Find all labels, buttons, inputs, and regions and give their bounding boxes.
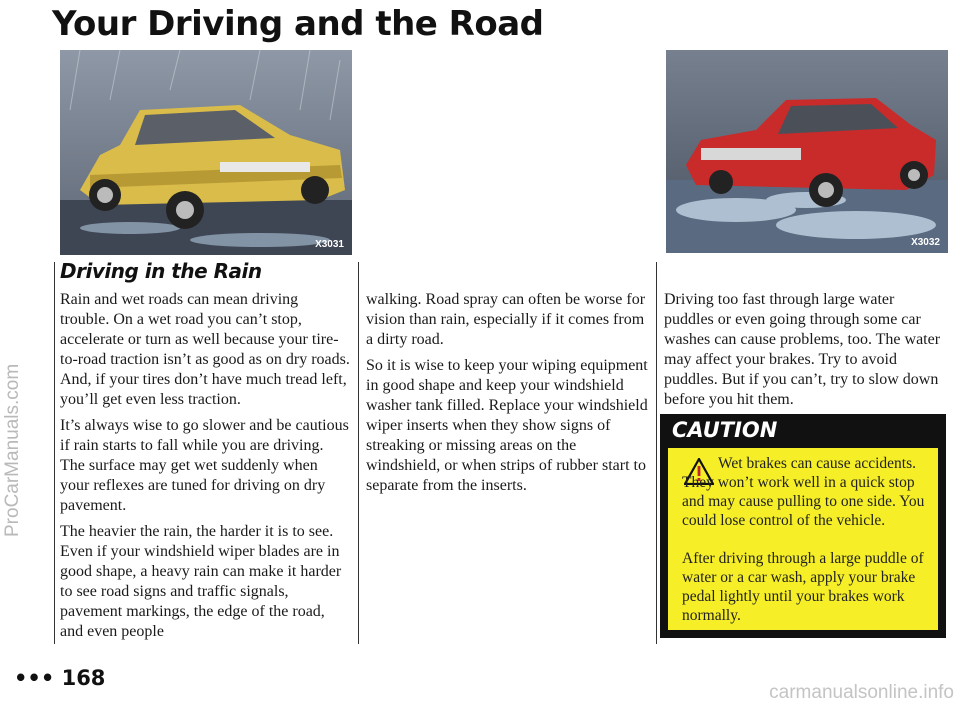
section-heading: Driving in the Rain (60, 259, 262, 283)
image-code-left: X3031 (315, 239, 344, 250)
caution-paragraph-2: After driving through a large puddle of water or a car wash, apply your brake pedal lightly until your brakes work normally. (682, 550, 924, 624)
text-column-2 (366, 290, 650, 502)
paragraph: So it is wise to keep your wiping equipment in good shape and keep your windshield washer tank filled. Replace your windshield wiper inserts when they show signs of streaking or missing areas on the windshield, or when strips of rubber start to separate from the inserts. (366, 357, 648, 494)
text-column-3 (664, 290, 944, 416)
column-rule-3 (656, 262, 657, 644)
paragraph: It’s always wise to go slower and be cautious if rain starts to fall while you are driving. The surface may get wet suddenly when your reflexes are tuned for driving on dry pavement. (60, 417, 349, 514)
paragraph: Rain and wet roads can mean driving trouble. On a wet road you can’t stop, accelerate or turn as well because your tire-to-road traction isn’t as good as on dry roads. And, if your tires don’t have much tread left, you’ll get even less traction. (60, 291, 350, 408)
image-code-right: X3032 (911, 237, 940, 248)
caution-heading: CAUTION (672, 418, 778, 442)
paragraph: walking. Road spray can often be worse for vision than rain, especially if it comes from a dirty road. (366, 291, 646, 348)
side-watermark: ProCarManuals.com (2, 363, 23, 537)
page-number: ••• 168 (14, 666, 106, 690)
caution-paragraph-1: Wet brakes can cause accidents. They won’t work well in a quick stop and may cause pulling to one side. You could lose control of the vehicle. (682, 455, 925, 529)
gold-car-in-rain-image (60, 50, 352, 255)
column-rule-2 (358, 262, 359, 644)
paragraph: Driving too fast through large water puddles or even going through some car washes can cause problems, too. The water may affect your brakes. Try to avoid puddles. But if you can’t, try to slow down before you hit them. (664, 291, 941, 408)
column-rule-1 (54, 262, 55, 644)
footer-watermark: carmanualsonline.info (769, 682, 954, 703)
text-column-1 (60, 290, 350, 648)
caution-body (668, 448, 938, 630)
page-title: Your Driving and the Road (52, 4, 544, 44)
red-car-in-water-image (666, 50, 948, 253)
paragraph: The heavier the rain, the harder it is to see. Even if your windshield wiper blades are in good shape, a heavy rain can make it harder to see road signs and traffic signals, pavement markings, the edge of the road, and even people (60, 523, 342, 640)
caution-box (660, 414, 946, 638)
